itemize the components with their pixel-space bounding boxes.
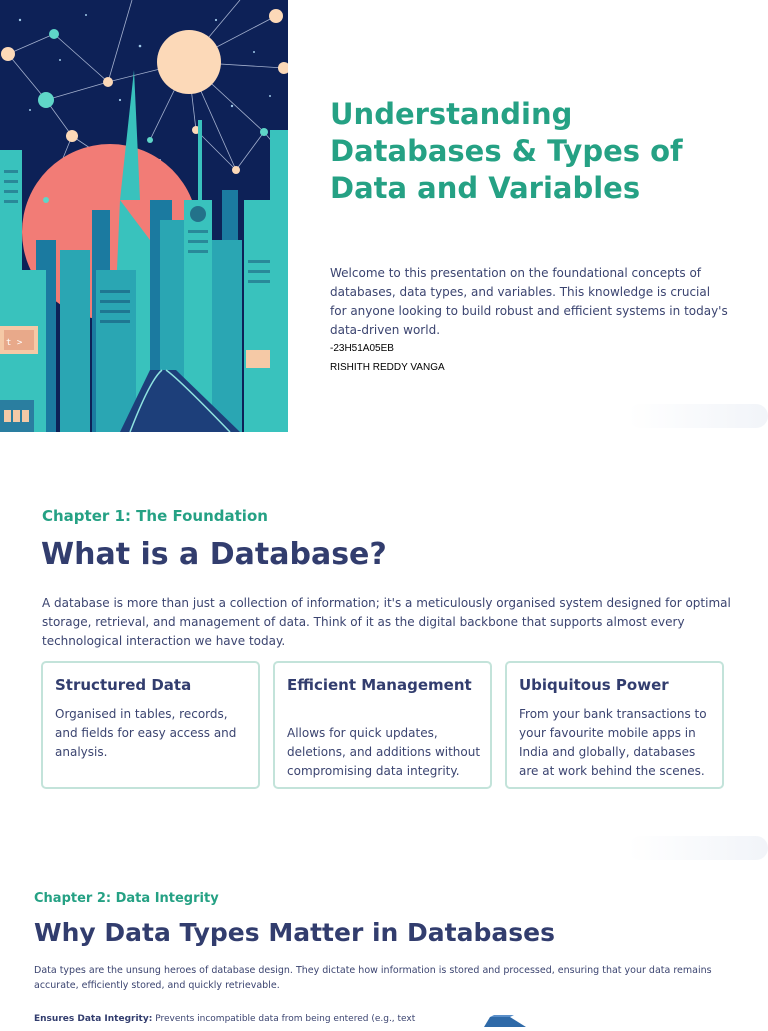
slide-heading: What is a Database?: [41, 537, 387, 572]
slide-edge-fade: [628, 404, 768, 428]
partial-illustration: [480, 1012, 540, 1024]
bullet-label: Ensures Data Integrity:: [34, 1014, 153, 1024]
card-body: Organised in tables, records, and fields for easy access and analysis.: [55, 707, 237, 759]
presentation-title: [330, 96, 750, 207]
roll-number: -23H51A05EB: [330, 343, 394, 354]
slide-heading: Why Data Types Matter in Databases: [34, 918, 555, 947]
card-structured-data: [41, 661, 260, 789]
author-name: RISHITH REDDY VANGA: [330, 362, 445, 373]
title-slide: [0, 0, 768, 432]
bullet-text: Prevents incompatible data from being entered (e.g., text: [155, 1014, 416, 1024]
card-title: Efficient Management: [287, 676, 472, 694]
card-efficient-management: [273, 661, 492, 789]
card-ubiquitous-power: [505, 661, 724, 789]
bullet-data-integrity: [34, 1014, 415, 1024]
card-body: From your bank transactions to your favourite mobile apps in India and globally, databases are at work behind the scenes.: [519, 707, 707, 778]
card-title: Ubiquitous Power: [519, 676, 669, 694]
slide-paragraph: A database is more than just a collection of information; it's a meticulously organised system designed for optimal storage, retrieval, and management of data. Think of it as the digital backbone that supports almost every technological interaction we have today.: [42, 596, 731, 648]
database-slide: [0, 432, 768, 852]
hero-code-label: t >: [6, 338, 23, 348]
card-title: Structured Data: [55, 676, 192, 694]
title-line-2: Databases & Types of: [330, 134, 683, 168]
title-line-1: Understanding: [330, 97, 573, 131]
chapter-label: Chapter 2: Data Integrity: [34, 891, 219, 906]
title-line-3: Data and Variables: [330, 171, 641, 205]
chapter-label: Chapter 1: The Foundation: [42, 507, 268, 525]
city-network-illustration: [0, 0, 288, 432]
intro-paragraph: Welcome to this presentation on the foundational concepts of databases, data types, and variables. This knowledge is crucial for anyone looking to build robust and efficient systems in today's data-driven world.: [330, 266, 728, 337]
slide-paragraph: Data types are the unsung heroes of database design. They dictate how information is stored and processed, ensuring that your data remains accurate, efficiently stored, and quickly retrievable.: [34, 965, 712, 991]
card-body: Allows for quick updates, deletions, and additions without compromising data integrity.: [287, 726, 481, 778]
data-types-slide: [0, 852, 768, 1024]
